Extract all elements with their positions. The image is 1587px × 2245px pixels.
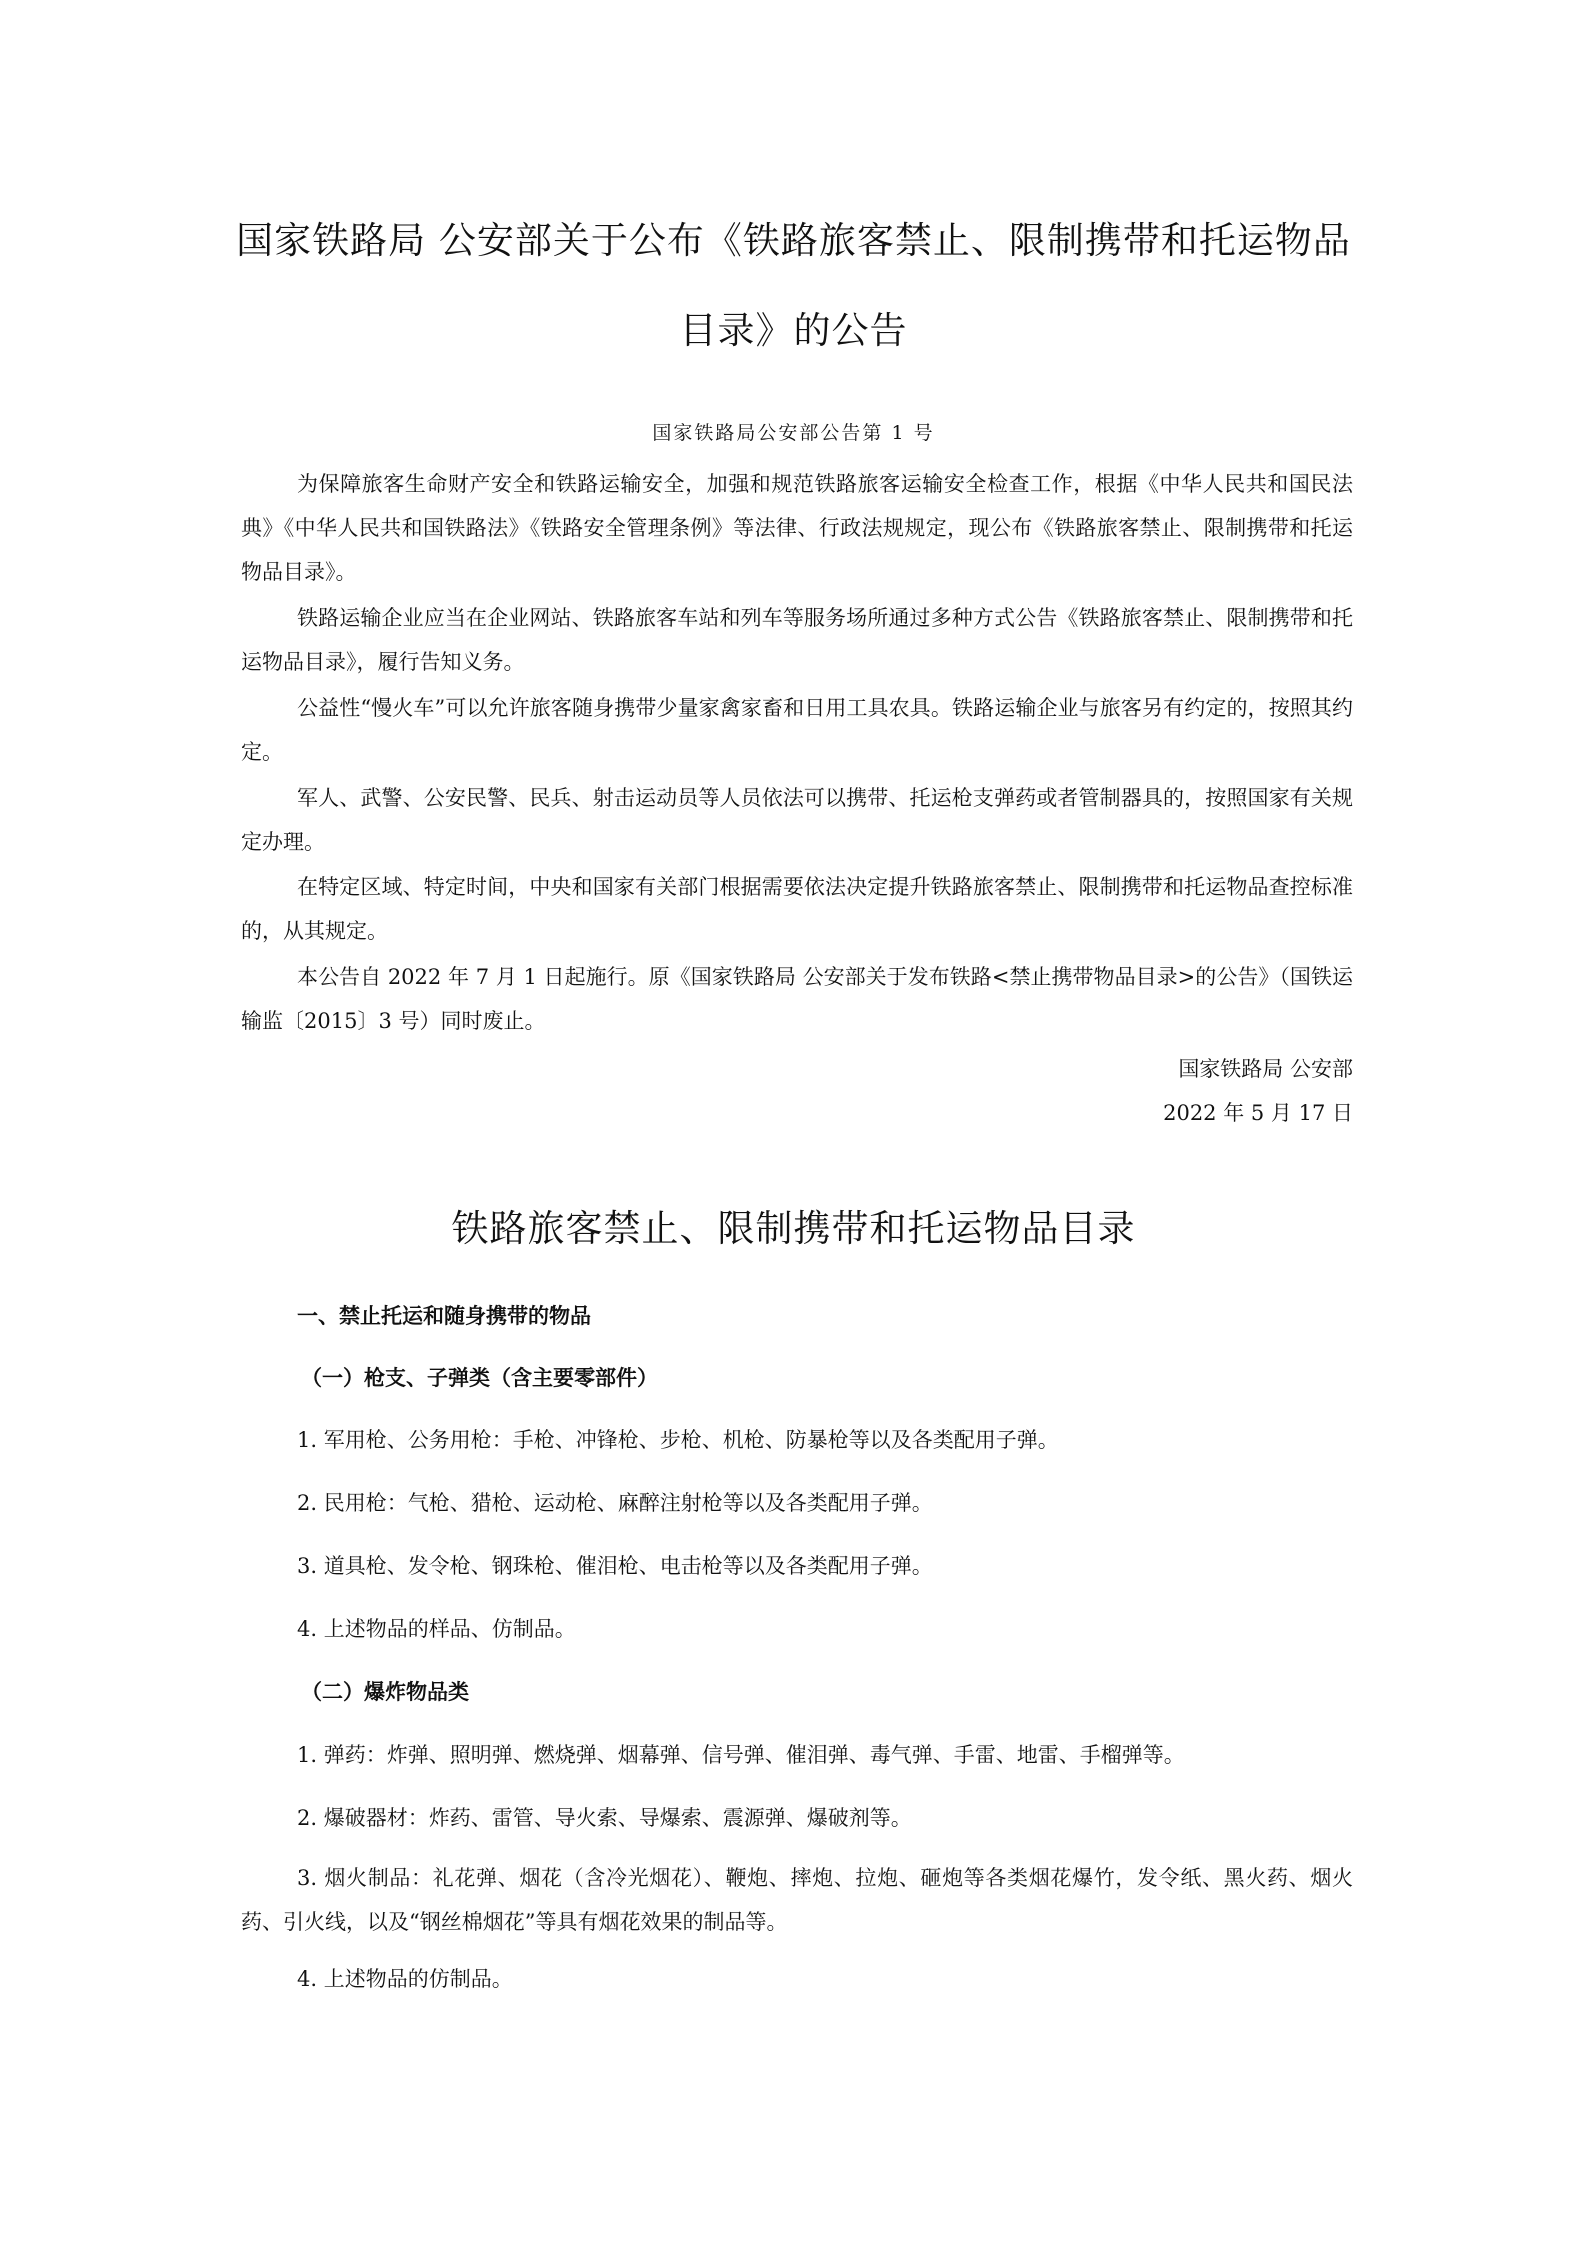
sub1-item-1: 1. 军用枪、公务用枪：手枪、冲锋枪、步枪、机枪、防暴枪等以及各类配用子弹。: [297, 1428, 1059, 1452]
catalog-title: 铁路旅客禁止、限制携带和托运物品目录: [451, 1207, 1136, 1250]
section1-heading: 一、禁止托运和随身携带的物品: [297, 1303, 591, 1328]
sub2-item-4: 4. 上述物品的仿制品。: [297, 1967, 513, 1991]
sub1-item-3: 3. 道具枪、发令枪、钢珠枪、催泪枪、电击枪等以及各类配用子弹。: [297, 1554, 933, 1578]
notice-signer: 国家铁路局 公安部: [1178, 1057, 1353, 1081]
notice-paragraph-3: 公益性“慢火车”可以允许旅客随身携带少量家禽家畜和日用工具农具。铁路运输企业与旅客另有约定的，按照其约定。: [241, 696, 1353, 764]
notice-title: [200, 196, 1387, 376]
sub2-heading: （二）爆炸物品类: [301, 1679, 469, 1704]
notice-paragraph-2: 铁路运输企业应当在企业网站、铁路旅客车站和列车等服务场所通过多种方式公告《铁路旅客禁止、限制携带和托运物品目录》，履行告知义务。: [241, 606, 1353, 674]
notice-paragraph-4: 军人、武警、公安民警、民兵、射击运动员等人员依法可以携带、托运枪支弹药或者管制器具的，按照国家有关规定办理。: [241, 786, 1353, 854]
sub2-item-2: 2. 爆破器材：炸药、雷管、导火索、导爆索、震源弹、爆破剂等。: [297, 1806, 912, 1830]
notice-title-line1: 国家铁路局 公安部关于公布《铁路旅客禁止、限制携带和托运物品: [236, 219, 1351, 262]
notice-paragraph-1: 为保障旅客生命财产安全和铁路运输安全，加强和规范铁路旅客运输安全检查工作，根据《中华人民共和国民法典》《中华人民共和国铁路法》《铁路安全管理条例》等法律、行政法规规定，现公布《铁路旅客禁止、限制携带和托运物品目录》。: [241, 472, 1353, 584]
notice-date: 2022 年 5 月 17 日: [1163, 1101, 1353, 1125]
sub1-item-2: 2. 民用枪：气枪、猎枪、运动枪、麻醉注射枪等以及各类配用子弹。: [297, 1491, 933, 1515]
notice-title-line2: 目录》的公告: [679, 309, 908, 352]
sub1-heading: （一）枪支、子弹类（含主要零部件）: [301, 1365, 658, 1390]
notice-paragraph-6: 本公告自 2022 年 7 月 1 日起施行。原《国家铁路局 公安部关于发布铁路<禁止携带物品目录>的公告》（国铁运输监〔2015〕3 号）同时废止。: [241, 965, 1353, 1033]
sub1-item-4: 4. 上述物品的样品、仿制品。: [297, 1617, 576, 1641]
notice-paragraph-5: 在特定区域、特定时间，中央和国家有关部门根据需要依法决定提升铁路旅客禁止、限制携带和托运物品查控标准的，从其规定。: [241, 875, 1353, 943]
sub2-item-1: 1. 弹药：炸弹、照明弹、燃烧弹、烟幕弹、信号弹、催泪弹、毒气弹、手雷、地雷、手榴弹等。: [297, 1743, 1185, 1767]
notice-number: 国家铁路局公安部公告第 1 号: [652, 422, 935, 444]
sub2-item-3: 3. 烟火制品：礼花弹、烟花（含冷光烟花）、鞭炮、摔炮、拉炮、砸炮等各类烟花爆竹，发令纸、黑火药、烟火药、引火线，以及“钢丝棉烟花”等具有烟花效果的制品等。: [241, 1866, 1353, 1934]
